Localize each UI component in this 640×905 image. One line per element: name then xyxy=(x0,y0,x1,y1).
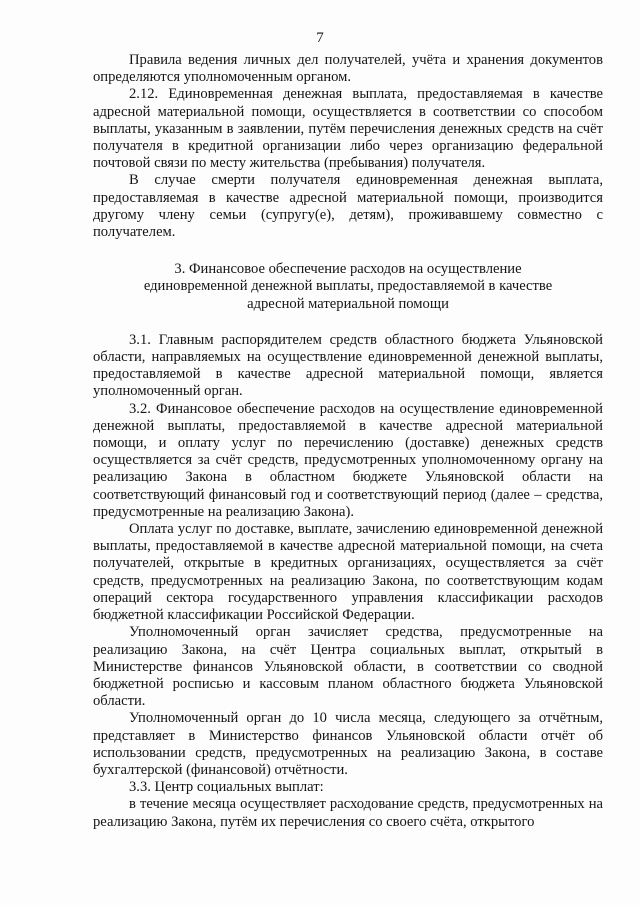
section-heading-line: единовременной денежной выплаты, предоставляемой в качестве xyxy=(143,278,553,295)
section-heading-line: адресной материальной помощи xyxy=(247,295,449,312)
document-body xyxy=(93,52,603,831)
paragraph: 3.2. Финансовое обеспечение расходов на осуществление единовременной денежной выплаты, предоставляемой в качестве адресной материальной помощи, и оплату услуг по перечислению (доставке) денежных средств осуществляется за счёт средств, предусмотренных уполномоченному органу на реализацию Закона в областном бюджете Ульяновской области на соответствующий финансовый год и соответствующий период (далее – средства, предусмотренные на реализацию Закона). xyxy=(93,400,603,520)
paragraph: в течение месяца осуществляет расходование средств, предусмотренных на реализацию Закона, путём их перечисления со своего счёта, открытого xyxy=(93,796,603,830)
paragraph: В случае смерти получателя единовременная денежная выплата, предоставляемая в качестве адресной материальной помощи, производится другому члену семьи (супругу(е), детям), проживавшему совместно с получателем. xyxy=(93,172,603,241)
paragraph: 3.3. Центр социальных выплат: xyxy=(129,779,324,796)
paragraph: Уполномоченный орган зачисляет средства, предусмотренные на реализацию Закона, на счёт Центра социальных выплат, открытый в Министерстве финансов Ульяновской области, в соответствии со сводной бюджетной росписью и кассовым планом областного бюджета Ульяновской области. xyxy=(93,624,603,710)
paragraph: Оплата услуг по доставке, выплате, зачислению единовременной денежной выплаты, предоставляемой в качестве адресной материальной помощи, на счета получателей, открытые в кредитных организациях, осуществляется за счёт средств, предусмотренных на реализацию Закона, по соответствующим кодам операций сектора государственного управления классификации расходов бюджетной классификации Российской Федерации. xyxy=(93,521,603,624)
paragraph: Уполномоченный орган до 10 числа месяца, следующего за отчётным, представляет в Министерство финансов Ульяновской области отчёт об использовании средств, предусмотренных на реализацию Закона, в составе бухгалтерской (финансовой) отчётности. xyxy=(93,710,603,778)
paragraph: 2.12. Единовременная денежная выплата, предоставляемая в качестве адресной материальной помощи, осуществляется в соответствии со способом выплаты, указанным в заявлении, путём перечисления денежных средств на счёт получателя в кредитной организации либо через организацию федеральной почтовой связи по месту жительства (пребывания) получателя. xyxy=(93,86,603,172)
paragraph: Правила ведения личных дел получателей, учёта и хранения документов определяются уполномоченным органом. xyxy=(93,52,603,86)
page-number: 7 xyxy=(316,30,324,46)
section-heading xyxy=(93,261,603,313)
section-heading-line: 3. Финансовое обеспечение расходов на осуществление xyxy=(174,261,522,278)
paragraph: 3.1. Главным распорядителем средств областного бюджета Ульяновской области, направляемых на осуществление единовременной денежной выплаты, предоставляемой в качестве адресной материальной помощи, является уполномоченный орган. xyxy=(93,331,603,400)
